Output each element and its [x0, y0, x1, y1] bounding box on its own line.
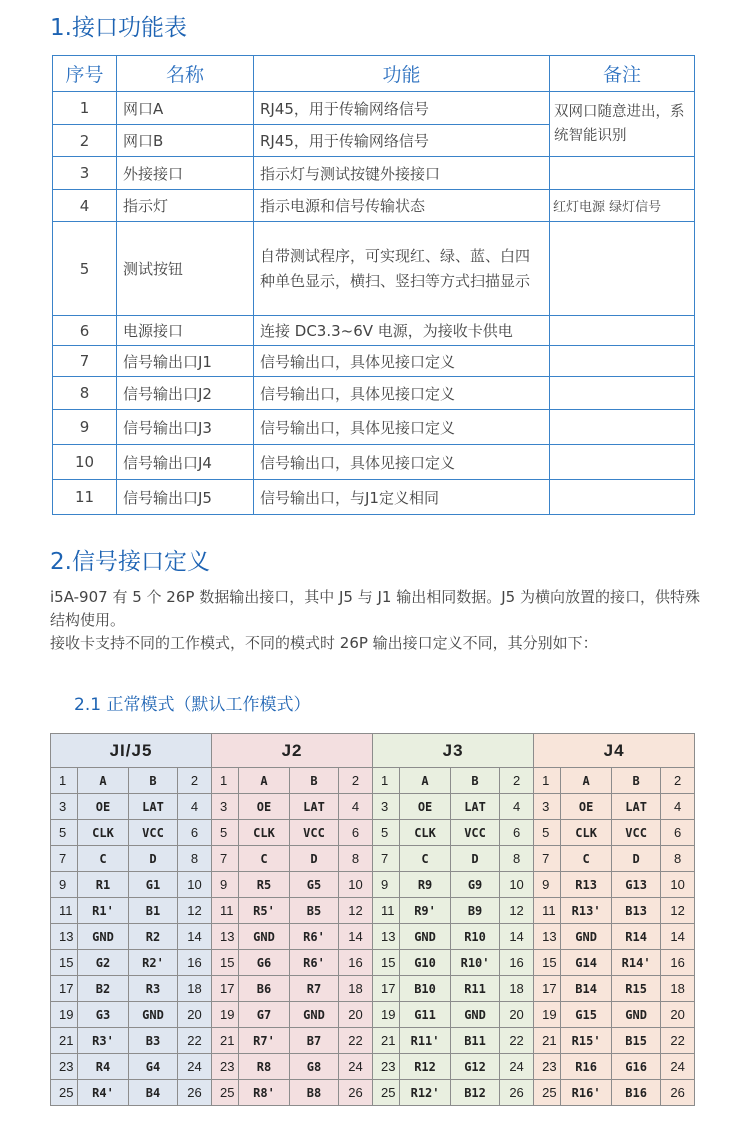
- pin-signal: R10': [451, 950, 500, 976]
- pin-number: 13: [373, 924, 400, 950]
- pin-signal: R12: [400, 1054, 451, 1080]
- pin-signal: B10: [400, 976, 451, 1002]
- pin-row: [51, 846, 695, 872]
- row-remark-empty: [550, 480, 695, 515]
- table-row: [53, 480, 695, 515]
- intro-paragraph: i5A-907 有 5 个 26P 数据输出接口，其中 J5 与 J1 输出相同数据。J5 为横向放置的接口，供特殊结构使用。: [50, 588, 700, 629]
- pin-number: 21: [373, 1028, 400, 1054]
- pin-number: 21: [51, 1028, 78, 1054]
- pin-signal: R16': [561, 1080, 612, 1106]
- pin-signal: OE: [400, 794, 451, 820]
- row-remark-empty: [550, 157, 695, 190]
- pin-signal: B5: [290, 898, 339, 924]
- pin-number: 17: [212, 976, 239, 1002]
- pin-number: 5: [51, 820, 78, 846]
- pin-number: 22: [500, 1028, 534, 1054]
- pin-number: 16: [500, 950, 534, 976]
- pin-signal: G14: [561, 950, 612, 976]
- pin-signal: R13': [561, 898, 612, 924]
- pin-signal: D: [612, 846, 661, 872]
- row-name: 指示灯: [117, 190, 254, 222]
- pin-signal: B6: [239, 976, 290, 1002]
- pin-signal: R9': [400, 898, 451, 924]
- row-remark-empty: [550, 316, 695, 346]
- row-name: 信号输出口J2: [117, 377, 254, 410]
- row-remark-empty: [550, 377, 695, 410]
- pin-number: 23: [534, 1054, 561, 1080]
- row-function: 指示灯与测试按键外接接口: [254, 157, 550, 190]
- pin-number: 20: [661, 1002, 695, 1028]
- table-row: [53, 410, 695, 445]
- pin-signal: CLK: [239, 820, 290, 846]
- pin-signal: G5: [290, 872, 339, 898]
- connector-header: J3: [373, 734, 534, 768]
- pin-number: 21: [212, 1028, 239, 1054]
- row-function: 指示电源和信号传输状态: [254, 190, 550, 222]
- pin-number: 23: [51, 1054, 78, 1080]
- pin-number: 24: [339, 1054, 373, 1080]
- pin-signal: R15': [561, 1028, 612, 1054]
- pin-signal: G6: [239, 950, 290, 976]
- pin-signal: A: [78, 768, 129, 794]
- row-name: 网口B: [117, 125, 254, 157]
- pin-signal: GND: [612, 1002, 661, 1028]
- pin-signal: VCC: [290, 820, 339, 846]
- pin-signal: R8: [239, 1054, 290, 1080]
- pin-signal: C: [400, 846, 451, 872]
- header-function: 功能: [254, 56, 550, 92]
- pin-number: 26: [339, 1080, 373, 1106]
- pin-signal: R4': [78, 1080, 129, 1106]
- row-function: 连接 DC3.3~6V 电源，为接收卡供电: [254, 316, 550, 346]
- row-number: 2: [53, 125, 117, 157]
- row-name: 信号输出口J1: [117, 346, 254, 377]
- pin-signal: GND: [451, 1002, 500, 1028]
- row-function: 信号输出口，具体见接口定义: [254, 445, 550, 480]
- pin-signal: LAT: [129, 794, 178, 820]
- pin-signal: B13: [612, 898, 661, 924]
- pin-number: 17: [51, 976, 78, 1002]
- pin-signal: R3: [129, 976, 178, 1002]
- pin-number: 18: [500, 976, 534, 1002]
- row-number: 5: [53, 222, 117, 316]
- pin-signal: R13: [561, 872, 612, 898]
- pin-number: 2: [339, 768, 373, 794]
- pin-number: 26: [661, 1080, 695, 1106]
- pin-signal: G11: [400, 1002, 451, 1028]
- pin-number: 8: [661, 846, 695, 872]
- pin-signal: D: [129, 846, 178, 872]
- pin-signal: G4: [129, 1054, 178, 1080]
- pin-signal: B3: [129, 1028, 178, 1054]
- pin-signal: CLK: [400, 820, 451, 846]
- pin-number: 2: [178, 768, 212, 794]
- pin-signal: B9: [451, 898, 500, 924]
- pin-number: 14: [178, 924, 212, 950]
- pin-number: 5: [212, 820, 239, 846]
- pin-signal: R2': [129, 950, 178, 976]
- pin-signal: R14: [612, 924, 661, 950]
- pin-signal: R12': [400, 1080, 451, 1106]
- pin-number: 3: [212, 794, 239, 820]
- row-number: 4: [53, 190, 117, 222]
- pin-number: 19: [212, 1002, 239, 1028]
- pin-number: 11: [51, 898, 78, 924]
- pin-number: 22: [661, 1028, 695, 1054]
- row-name: 网口A: [117, 92, 254, 125]
- pin-signal: B14: [561, 976, 612, 1002]
- pin-signal: G8: [290, 1054, 339, 1080]
- pin-number: 8: [339, 846, 373, 872]
- pin-signal: R6': [290, 950, 339, 976]
- pin-signal: R5: [239, 872, 290, 898]
- connector-header: J4: [534, 734, 695, 768]
- pin-number: 12: [500, 898, 534, 924]
- pin-number: 10: [339, 872, 373, 898]
- pin-number: 25: [534, 1080, 561, 1106]
- row-name: 信号输出口J5: [117, 480, 254, 515]
- pin-number: 5: [373, 820, 400, 846]
- pin-signal: B: [612, 768, 661, 794]
- pin-number: 1: [373, 768, 400, 794]
- pin-number: 4: [178, 794, 212, 820]
- row-number: 9: [53, 410, 117, 445]
- connector-header: J2: [212, 734, 373, 768]
- pin-signal: R14': [612, 950, 661, 976]
- pin-number: 15: [534, 950, 561, 976]
- pin-signal: B11: [451, 1028, 500, 1054]
- pin-number: 16: [661, 950, 695, 976]
- pin-number: 11: [534, 898, 561, 924]
- pin-row: [51, 950, 695, 976]
- pin-number: 13: [212, 924, 239, 950]
- row-name: 信号输出口J3: [117, 410, 254, 445]
- row-name: 测试按钮: [117, 222, 254, 316]
- pin-number: 20: [339, 1002, 373, 1028]
- table-row: [53, 157, 695, 190]
- pin-signal: B: [290, 768, 339, 794]
- pin-number: 24: [661, 1054, 695, 1080]
- pin-signal: G7: [239, 1002, 290, 1028]
- pin-number: 7: [51, 846, 78, 872]
- table-row: [53, 190, 695, 222]
- pin-signal: LAT: [290, 794, 339, 820]
- pin-number: 8: [178, 846, 212, 872]
- pin-number: 16: [339, 950, 373, 976]
- pin-signal: D: [290, 846, 339, 872]
- pin-number: 25: [373, 1080, 400, 1106]
- pin-signal: CLK: [78, 820, 129, 846]
- pin-number: 14: [500, 924, 534, 950]
- pin-signal: R4: [78, 1054, 129, 1080]
- pin-number: 18: [178, 976, 212, 1002]
- table-row: [53, 222, 695, 316]
- table-row: [53, 92, 695, 125]
- pin-signal: R7': [239, 1028, 290, 1054]
- pin-number: 16: [178, 950, 212, 976]
- row-remark: 红灯电源 绿灯信号: [550, 190, 695, 222]
- pin-signal: C: [78, 846, 129, 872]
- pin-signal: OE: [561, 794, 612, 820]
- pin-number: 1: [51, 768, 78, 794]
- pin-number: 23: [373, 1054, 400, 1080]
- pin-signal: G1: [129, 872, 178, 898]
- pin-number: 3: [51, 794, 78, 820]
- table-row: [53, 377, 695, 410]
- pin-signal: B: [451, 768, 500, 794]
- pin-number: 18: [339, 976, 373, 1002]
- pin-signal: C: [239, 846, 290, 872]
- pin-number: 20: [178, 1002, 212, 1028]
- pin-signal: R1': [78, 898, 129, 924]
- row-function: RJ45，用于传输网络信号: [254, 92, 550, 125]
- mode-paragraph: 接收卡支持不同的工作模式，不同的模式时 26P 输出接口定义不同，其分别如下：: [50, 634, 598, 652]
- row-name: 电源接口: [117, 316, 254, 346]
- pin-number: 24: [500, 1054, 534, 1080]
- pin-signal: G15: [561, 1002, 612, 1028]
- pin-number: 24: [178, 1054, 212, 1080]
- pin-number: 18: [661, 976, 695, 1002]
- pin-signal: GND: [290, 1002, 339, 1028]
- pin-signal: R11': [400, 1028, 451, 1054]
- pin-number: 12: [661, 898, 695, 924]
- row-remark: 双网口随意进出，系统智能识别: [550, 92, 695, 157]
- pin-number: 25: [212, 1080, 239, 1106]
- pin-row: [51, 1080, 695, 1106]
- pin-signal: G2: [78, 950, 129, 976]
- row-function: 信号输出口，具体见接口定义: [254, 377, 550, 410]
- pin-number: 12: [178, 898, 212, 924]
- pin-number: 6: [339, 820, 373, 846]
- pin-signal: LAT: [451, 794, 500, 820]
- pin-number: 14: [661, 924, 695, 950]
- pin-number: 22: [339, 1028, 373, 1054]
- pin-signal: OE: [78, 794, 129, 820]
- row-number: 10: [53, 445, 117, 480]
- header-no: 序号: [53, 56, 117, 92]
- pin-signal: B1: [129, 898, 178, 924]
- table-row: [53, 316, 695, 346]
- row-name: 外接接口: [117, 157, 254, 190]
- pin-number: 7: [212, 846, 239, 872]
- pin-signal: CLK: [561, 820, 612, 846]
- pin-number: 10: [178, 872, 212, 898]
- table-row: [53, 445, 695, 480]
- pin-signal: R15: [612, 976, 661, 1002]
- pin-number: 9: [212, 872, 239, 898]
- pin-row: [51, 794, 695, 820]
- pin-number: 9: [534, 872, 561, 898]
- pin-signal: B7: [290, 1028, 339, 1054]
- row-function: 自带测试程序，可实现红、绿、蓝、白四种单色显示，横扫、竖扫等方式扫描显示: [254, 222, 550, 316]
- pin-number: 11: [212, 898, 239, 924]
- pin-number: 9: [373, 872, 400, 898]
- pin-signal: G10: [400, 950, 451, 976]
- pin-number: 26: [500, 1080, 534, 1106]
- pin-signal: B2: [78, 976, 129, 1002]
- row-number: 6: [53, 316, 117, 346]
- row-remark-empty: [550, 445, 695, 480]
- pin-number: 12: [339, 898, 373, 924]
- pin-signal: R1: [78, 872, 129, 898]
- pin-signal: G13: [612, 872, 661, 898]
- pin-row: [51, 976, 695, 1002]
- pin-signal: R6': [290, 924, 339, 950]
- pin-number: 25: [51, 1080, 78, 1106]
- row-number: 3: [53, 157, 117, 190]
- pin-signal: G12: [451, 1054, 500, 1080]
- pin-table-header-row: [51, 734, 695, 768]
- section-title-interface-functions: 1.接口功能表: [50, 15, 187, 41]
- pin-number: 21: [534, 1028, 561, 1054]
- pin-number: 3: [534, 794, 561, 820]
- pin-row: [51, 1002, 695, 1028]
- header-remark: 备注: [550, 56, 695, 92]
- interface-function-table: [52, 55, 695, 515]
- table-header-row: [53, 56, 695, 92]
- pin-number: 15: [212, 950, 239, 976]
- row-number: 1: [53, 92, 117, 125]
- pin-number: 5: [534, 820, 561, 846]
- pin-signal: GND: [239, 924, 290, 950]
- pin-signal: GND: [400, 924, 451, 950]
- pin-number: 4: [661, 794, 695, 820]
- subsection-title-normal-mode: 2.1 正常模式（默认工作模式）: [74, 695, 311, 715]
- pin-number: 1: [212, 768, 239, 794]
- row-function: 信号输出口，具体见接口定义: [254, 346, 550, 377]
- pin-number: 1: [534, 768, 561, 794]
- header-name: 名称: [117, 56, 254, 92]
- table-row: [53, 346, 695, 377]
- row-function: 信号输出口，与J1定义相同: [254, 480, 550, 515]
- pin-signal: G16: [612, 1054, 661, 1080]
- pin-number: 8: [500, 846, 534, 872]
- pin-number: 19: [534, 1002, 561, 1028]
- pin-signal: GND: [78, 924, 129, 950]
- pin-signal: A: [561, 768, 612, 794]
- pin-number: 20: [500, 1002, 534, 1028]
- pin-signal: R5': [239, 898, 290, 924]
- pin-signal: GND: [561, 924, 612, 950]
- row-number: 11: [53, 480, 117, 515]
- pin-signal: B8: [290, 1080, 339, 1106]
- pin-signal: B16: [612, 1080, 661, 1106]
- pin-signal: VCC: [612, 820, 661, 846]
- pin-number: 23: [212, 1054, 239, 1080]
- pin-number: 6: [661, 820, 695, 846]
- row-function: RJ45，用于传输网络信号: [254, 125, 550, 157]
- row-remark-empty: [550, 346, 695, 377]
- pin-row: [51, 1054, 695, 1080]
- pin-number: 13: [51, 924, 78, 950]
- pin-signal: A: [400, 768, 451, 794]
- pin-number: 4: [500, 794, 534, 820]
- pin-signal: R8': [239, 1080, 290, 1106]
- pin-number: 17: [373, 976, 400, 1002]
- pin-signal: A: [239, 768, 290, 794]
- pin-signal: R10: [451, 924, 500, 950]
- pin-number: 14: [339, 924, 373, 950]
- pin-number: 10: [500, 872, 534, 898]
- pin-row: [51, 924, 695, 950]
- pin-signal: D: [451, 846, 500, 872]
- pin-signal: R16: [561, 1054, 612, 1080]
- pin-number: 9: [51, 872, 78, 898]
- section-title-signal-interface: 2.信号接口定义: [50, 549, 210, 575]
- pin-number: 15: [373, 950, 400, 976]
- pin-signal: GND: [129, 1002, 178, 1028]
- pin-signal: B15: [612, 1028, 661, 1054]
- pin-signal: G3: [78, 1002, 129, 1028]
- pin-number: 4: [339, 794, 373, 820]
- pin-signal: R3': [78, 1028, 129, 1054]
- pin-signal: C: [561, 846, 612, 872]
- pin-signal: LAT: [612, 794, 661, 820]
- pin-signal: OE: [239, 794, 290, 820]
- row-function: 信号输出口，具体见接口定义: [254, 410, 550, 445]
- row-remark-empty: [550, 222, 695, 316]
- pin-row: [51, 898, 695, 924]
- pin-number: 6: [178, 820, 212, 846]
- pin-signal: R7: [290, 976, 339, 1002]
- pin-signal: VCC: [129, 820, 178, 846]
- row-number: 7: [53, 346, 117, 377]
- pin-signal: B4: [129, 1080, 178, 1106]
- pin-number: 10: [661, 872, 695, 898]
- pin-row: [51, 1028, 695, 1054]
- pin-number: 6: [500, 820, 534, 846]
- pin-number: 7: [373, 846, 400, 872]
- pin-number: 19: [373, 1002, 400, 1028]
- pin-signal: G9: [451, 872, 500, 898]
- pin-number: 22: [178, 1028, 212, 1054]
- pin-number: 19: [51, 1002, 78, 1028]
- pin-signal: R9: [400, 872, 451, 898]
- pin-signal: B: [129, 768, 178, 794]
- connector-header: JI/J5: [51, 734, 212, 768]
- pin-number: 15: [51, 950, 78, 976]
- pin-number: 2: [661, 768, 695, 794]
- pin-signal: B12: [451, 1080, 500, 1106]
- pin-row: [51, 768, 695, 794]
- pin-signal: R11: [451, 976, 500, 1002]
- pin-number: 7: [534, 846, 561, 872]
- row-name: 信号输出口J4: [117, 445, 254, 480]
- pin-signal: R2: [129, 924, 178, 950]
- pin-number: 3: [373, 794, 400, 820]
- pin-number: 13: [534, 924, 561, 950]
- pin-number: 2: [500, 768, 534, 794]
- row-remark-empty: [550, 410, 695, 445]
- pin-row: [51, 872, 695, 898]
- pin-signal: VCC: [451, 820, 500, 846]
- row-number: 8: [53, 377, 117, 410]
- pin-row: [51, 820, 695, 846]
- pin-number: 26: [178, 1080, 212, 1106]
- pin-number: 17: [534, 976, 561, 1002]
- pin-definition-table: [50, 733, 695, 1106]
- pin-number: 11: [373, 898, 400, 924]
